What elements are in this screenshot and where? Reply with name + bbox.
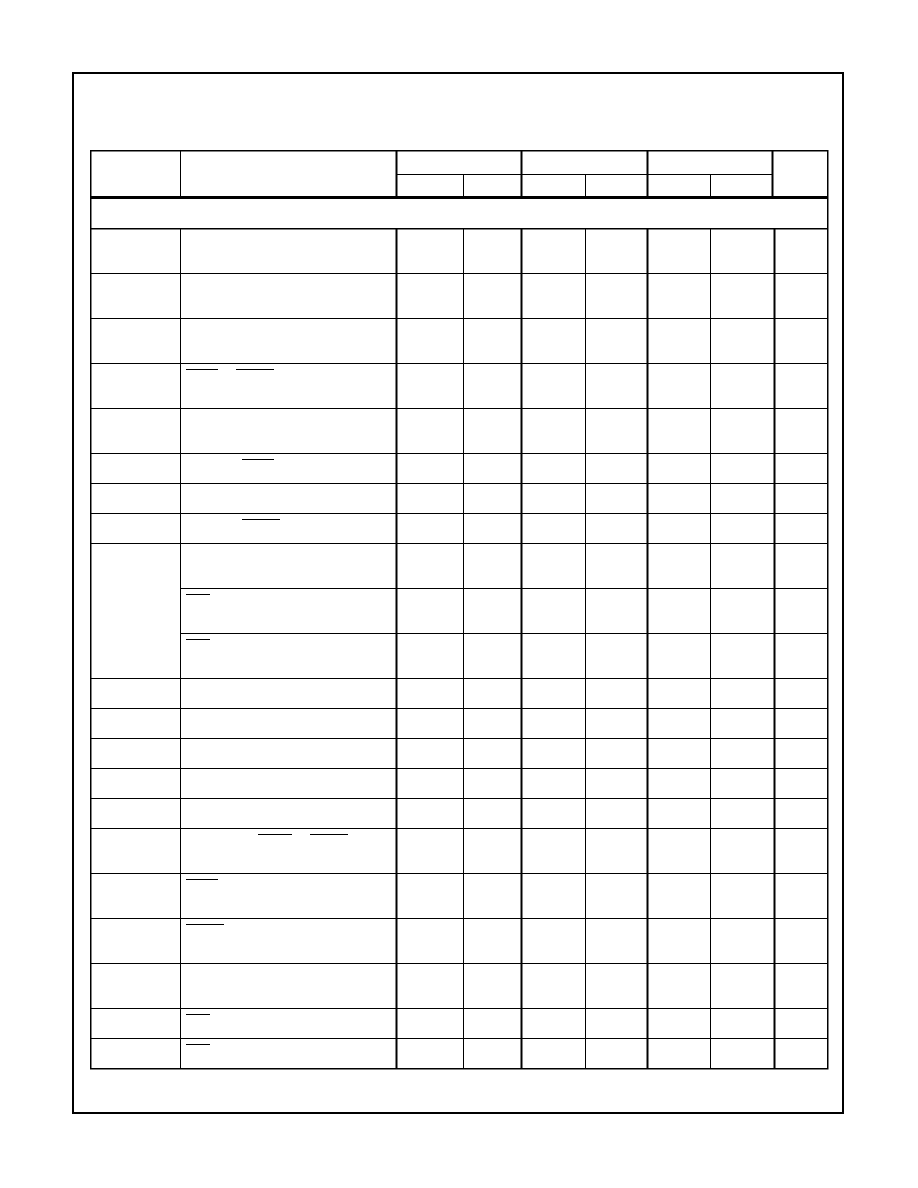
table-border [91, 151, 828, 1069]
